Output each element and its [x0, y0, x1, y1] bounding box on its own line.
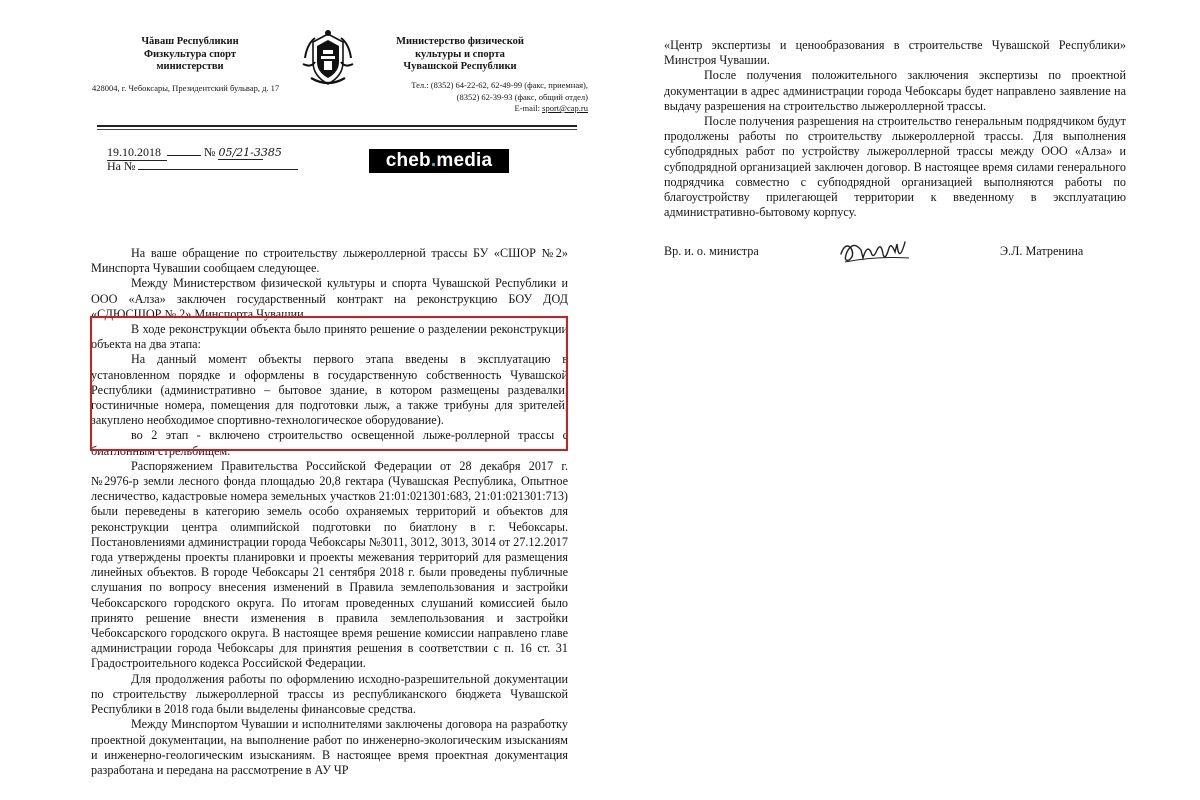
paragraph: После получения положительного заключения экспертизы по проектной документации в адрес администрации города Чебоксары будет направлено заявление на выдачу разрешения на строительство лыжероллерной трассы.: [664, 68, 1126, 113]
paragraph: Распоряжением Правительства Российской Федерации от 28 декабря 2017 г. №2976-р земли лесного фонда площадью 20,8 гектара (Чувашская Республика, Опытное лесничество, кадастровые номера земельных участков 21:01:021301:683, 21:01:021301:713) были переведены в категорию земель особо охраняемых территорий и объектов для реконструкции центра олимпийской подготовки по биатлону в г. Чебоксары. Постановлениями администрации города Чебоксары №3011, 3012, 3013, 3014 от 27.12.2017 года утверждены проекты планировки и проекты межевания территорий для размещения линейных объектов. В городе Чебоксары 21 сентября 2018 г. были проведены публичные слушания по вопросу внесения изменений в Правила землепользования и застройки Чебоксарского городского округа. По итогам проведенных слушаний комиссией было принято решение внести изменения в правила землепользования и застройки Чебоксарского городского округа. В настоящее время решение комиссии направлено главе администрации города Чебоксары для принятия решения в соответствии с п. 16 ст. 31 Градостроительного кодекса Российской Федерации.: [91, 458, 568, 671]
letterhead-contacts: [378, 80, 588, 115]
paragraph: «Центр экспертизы и ценообразования в строительстве Чувашской Республики» Минстроя Чувашии.: [664, 38, 1126, 68]
letterhead-address: 428004, г. Чебоксары, Президентский бульвар, д. 17: [92, 83, 280, 93]
logo-part-media: media: [436, 150, 493, 171]
letterhead-left-org: [100, 36, 280, 74]
letterhead-left-line: министерстви: [156, 61, 224, 72]
coat-of-arms-emblem-icon: [297, 28, 359, 90]
letter-page-2: [600, 0, 1200, 800]
registration-number-label: №: [204, 145, 216, 159]
letterhead-right-line: Чувашской Республики: [403, 61, 517, 72]
paragraph: После получения разрешения на строительство генеральным подрядчиком будут продолжены работы по строительству лыжероллерной трассы. Для выполнения субподрядных работ по устройству лыжероллерной трассы между ООО «Алза» и субподрядной организацией заключен договор. В настоящее время силами генерального подрядчика совместно с субподрядной организацией выполняются работы по благоустройству прилегающей территории к введенному в эксплуатацию административно-бытовому корпусу.: [664, 114, 1126, 220]
registration-number: 05/21-3385: [218, 146, 282, 159]
red-highlight-frame: [90, 316, 568, 451]
paragraph: Между Минспортом Чувашии и исполнителями заключены договора на разработку проектной документации, на выполнение работ по инженерно-экологическим изысканиям и инженерно-геологическим изысканиям. В настоящее время проектная документация разработана и передана на рассмотрение в АУ ЧР: [91, 717, 568, 777]
contact-email-line: [378, 103, 588, 115]
paragraph: Между Министерством физической культуры и спорта Чувашской Республики и ООО «Алза» заключен государственный контракт на реконструкцию БОУ ДОД «СДЮСШОР № 2» Минспорта Чувашии.: [91, 276, 568, 321]
paragraph-highlighted: во 2 этап - включено строительство освещенной лыже-роллерной трассы с биатлонным стрельбищем.: [91, 428, 568, 458]
registration-date: 19.10.2018: [107, 145, 167, 161]
reference-label: На №: [107, 159, 136, 173]
email-label: E-mail:: [514, 103, 543, 113]
letter-body-right: [664, 38, 1126, 220]
letterhead-right-org: [375, 36, 545, 74]
paragraph: Для продолжения работы по оформлению исходно-разрешительной документации по строительству лыжероллерной трассы из республиканского бюджета Чувашской Республики в 2018 года были выделены финансовые средства.: [91, 671, 568, 717]
signer-name: Э.Л. Матренина: [1000, 244, 1084, 258]
paragraph-highlighted: В ходе реконструкции объекта было принято решение о разделении реконструкции объекта на два этапа:: [91, 322, 568, 352]
logo-part-cheb: cheb: [385, 150, 431, 171]
paragraph: На ваше обращение по строительству лыжероллерной трассы БУ «СШОР №2» Минспорта Чувашии сообщаем следующее.: [91, 246, 568, 276]
handwritten-signature-icon: [835, 234, 915, 268]
reference-blank: [138, 169, 298, 170]
logo-dot: .: [430, 150, 437, 171]
letterhead-right-line: Министерство физической: [396, 36, 524, 47]
contact-fax-line: (8352) 62-39-93 (факс, общий отдел): [456, 91, 588, 102]
blank-underline: [167, 155, 201, 156]
paragraph-highlighted: На данный момент объекты первого этапа введены в эксплуатацию в установленном порядке и оформлены в государственную собственность Чувашской Республики (административно – бытовое здание, в котором размещены раздевалки, гостиничные номера, помещения для подготовки лыж, а также трибуны для зрителей, закуплено необходимое спортивно-технологическое оборудование).: [91, 352, 568, 428]
reference-line: [107, 159, 298, 174]
letterhead-divider: [97, 125, 577, 127]
signer-title: Вр. и. о. министра: [664, 244, 759, 258]
letterhead-left-line: Чăваш Республикин: [141, 36, 239, 47]
letterhead-divider-thin: [97, 129, 577, 130]
cheb-media-watermark-logo: [369, 149, 509, 173]
email-link[interactable]: sport@cap.ru: [542, 103, 588, 113]
letterhead-left-line: Физкультура спорт: [143, 48, 237, 60]
contact-phone-line: Тел.: (8352) 64-22-62, 62-49-99 (факс, приемная),: [411, 80, 588, 90]
letterhead-right-line: культуры и спорта: [415, 48, 505, 60]
